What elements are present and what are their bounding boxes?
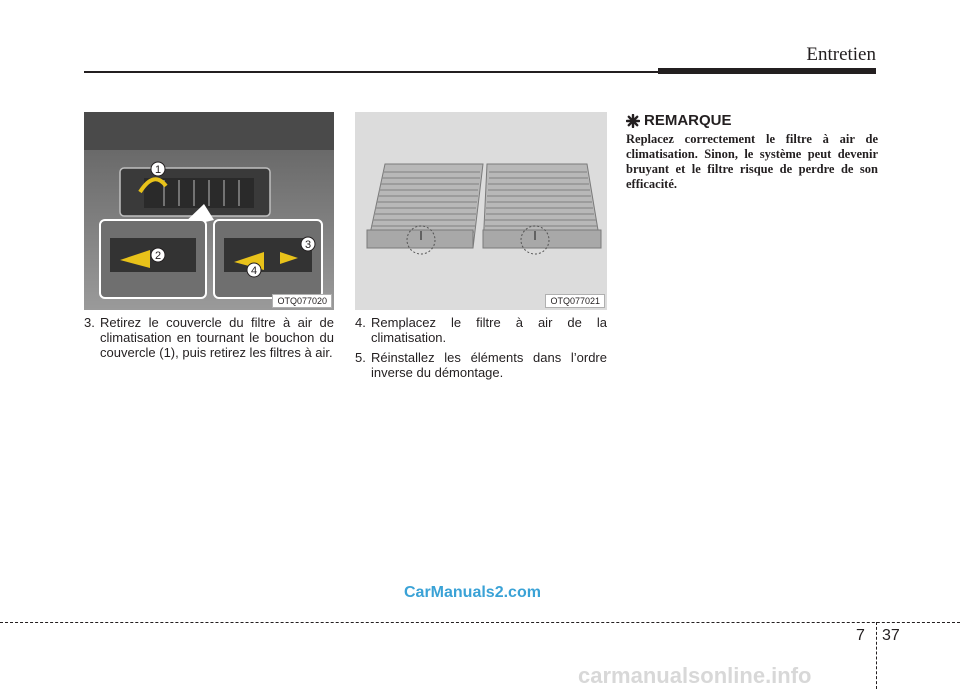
step-text: Réinstallez les éléments dans l’ordre inverse du démontage. (371, 350, 607, 380)
step-number: 4. (355, 315, 366, 330)
step-4 (355, 315, 607, 345)
header-rule-thick (658, 68, 876, 74)
header-rule (84, 71, 658, 73)
svg-text:4: 4 (250, 265, 258, 277)
footer-divider-vertical (876, 622, 877, 689)
step-5 (355, 350, 607, 380)
watermark-link[interactable]: CarManuals2.com (404, 584, 541, 601)
note-body: Replacez correctement le filtre à air de climatisation. Sinon, le système peut devenir bruyant et le filtre risque de perdre de son efficacité. (626, 132, 878, 191)
section-title: Entretien (806, 44, 876, 65)
cover-removal-illustration (84, 112, 334, 310)
air-filters-illustration (355, 112, 607, 310)
svg-text:2: 2 (154, 250, 162, 262)
svg-text:1: 1 (154, 164, 162, 176)
figure-cover-removal (84, 112, 334, 310)
asterisk-icon (626, 114, 640, 128)
steps-right (355, 315, 607, 385)
note-heading (626, 112, 732, 129)
figure-air-filters (355, 112, 607, 310)
figure-code: OTQ077021 (545, 294, 605, 308)
figure-code: OTQ077020 (272, 294, 332, 308)
step-number: 3. (84, 315, 95, 330)
svg-text:3: 3 (304, 239, 312, 251)
watermark-footer: carmanualsonline.info (578, 663, 812, 688)
page-number: 37 (882, 627, 900, 644)
note-title: REMARQUE (644, 112, 732, 129)
chapter-number: 7 (856, 627, 865, 644)
step-text: Retirez le couvercle du filtre à air de climatisation en tournant le bouchon du couvercle (1), puis retirez les filtres à air. (100, 315, 334, 360)
step-text: Remplacez le filtre à air de la climatisation. (371, 315, 607, 345)
step-3 (84, 315, 334, 360)
steps-left (84, 315, 334, 365)
footer-divider (0, 622, 960, 623)
step-number: 5. (355, 350, 366, 365)
